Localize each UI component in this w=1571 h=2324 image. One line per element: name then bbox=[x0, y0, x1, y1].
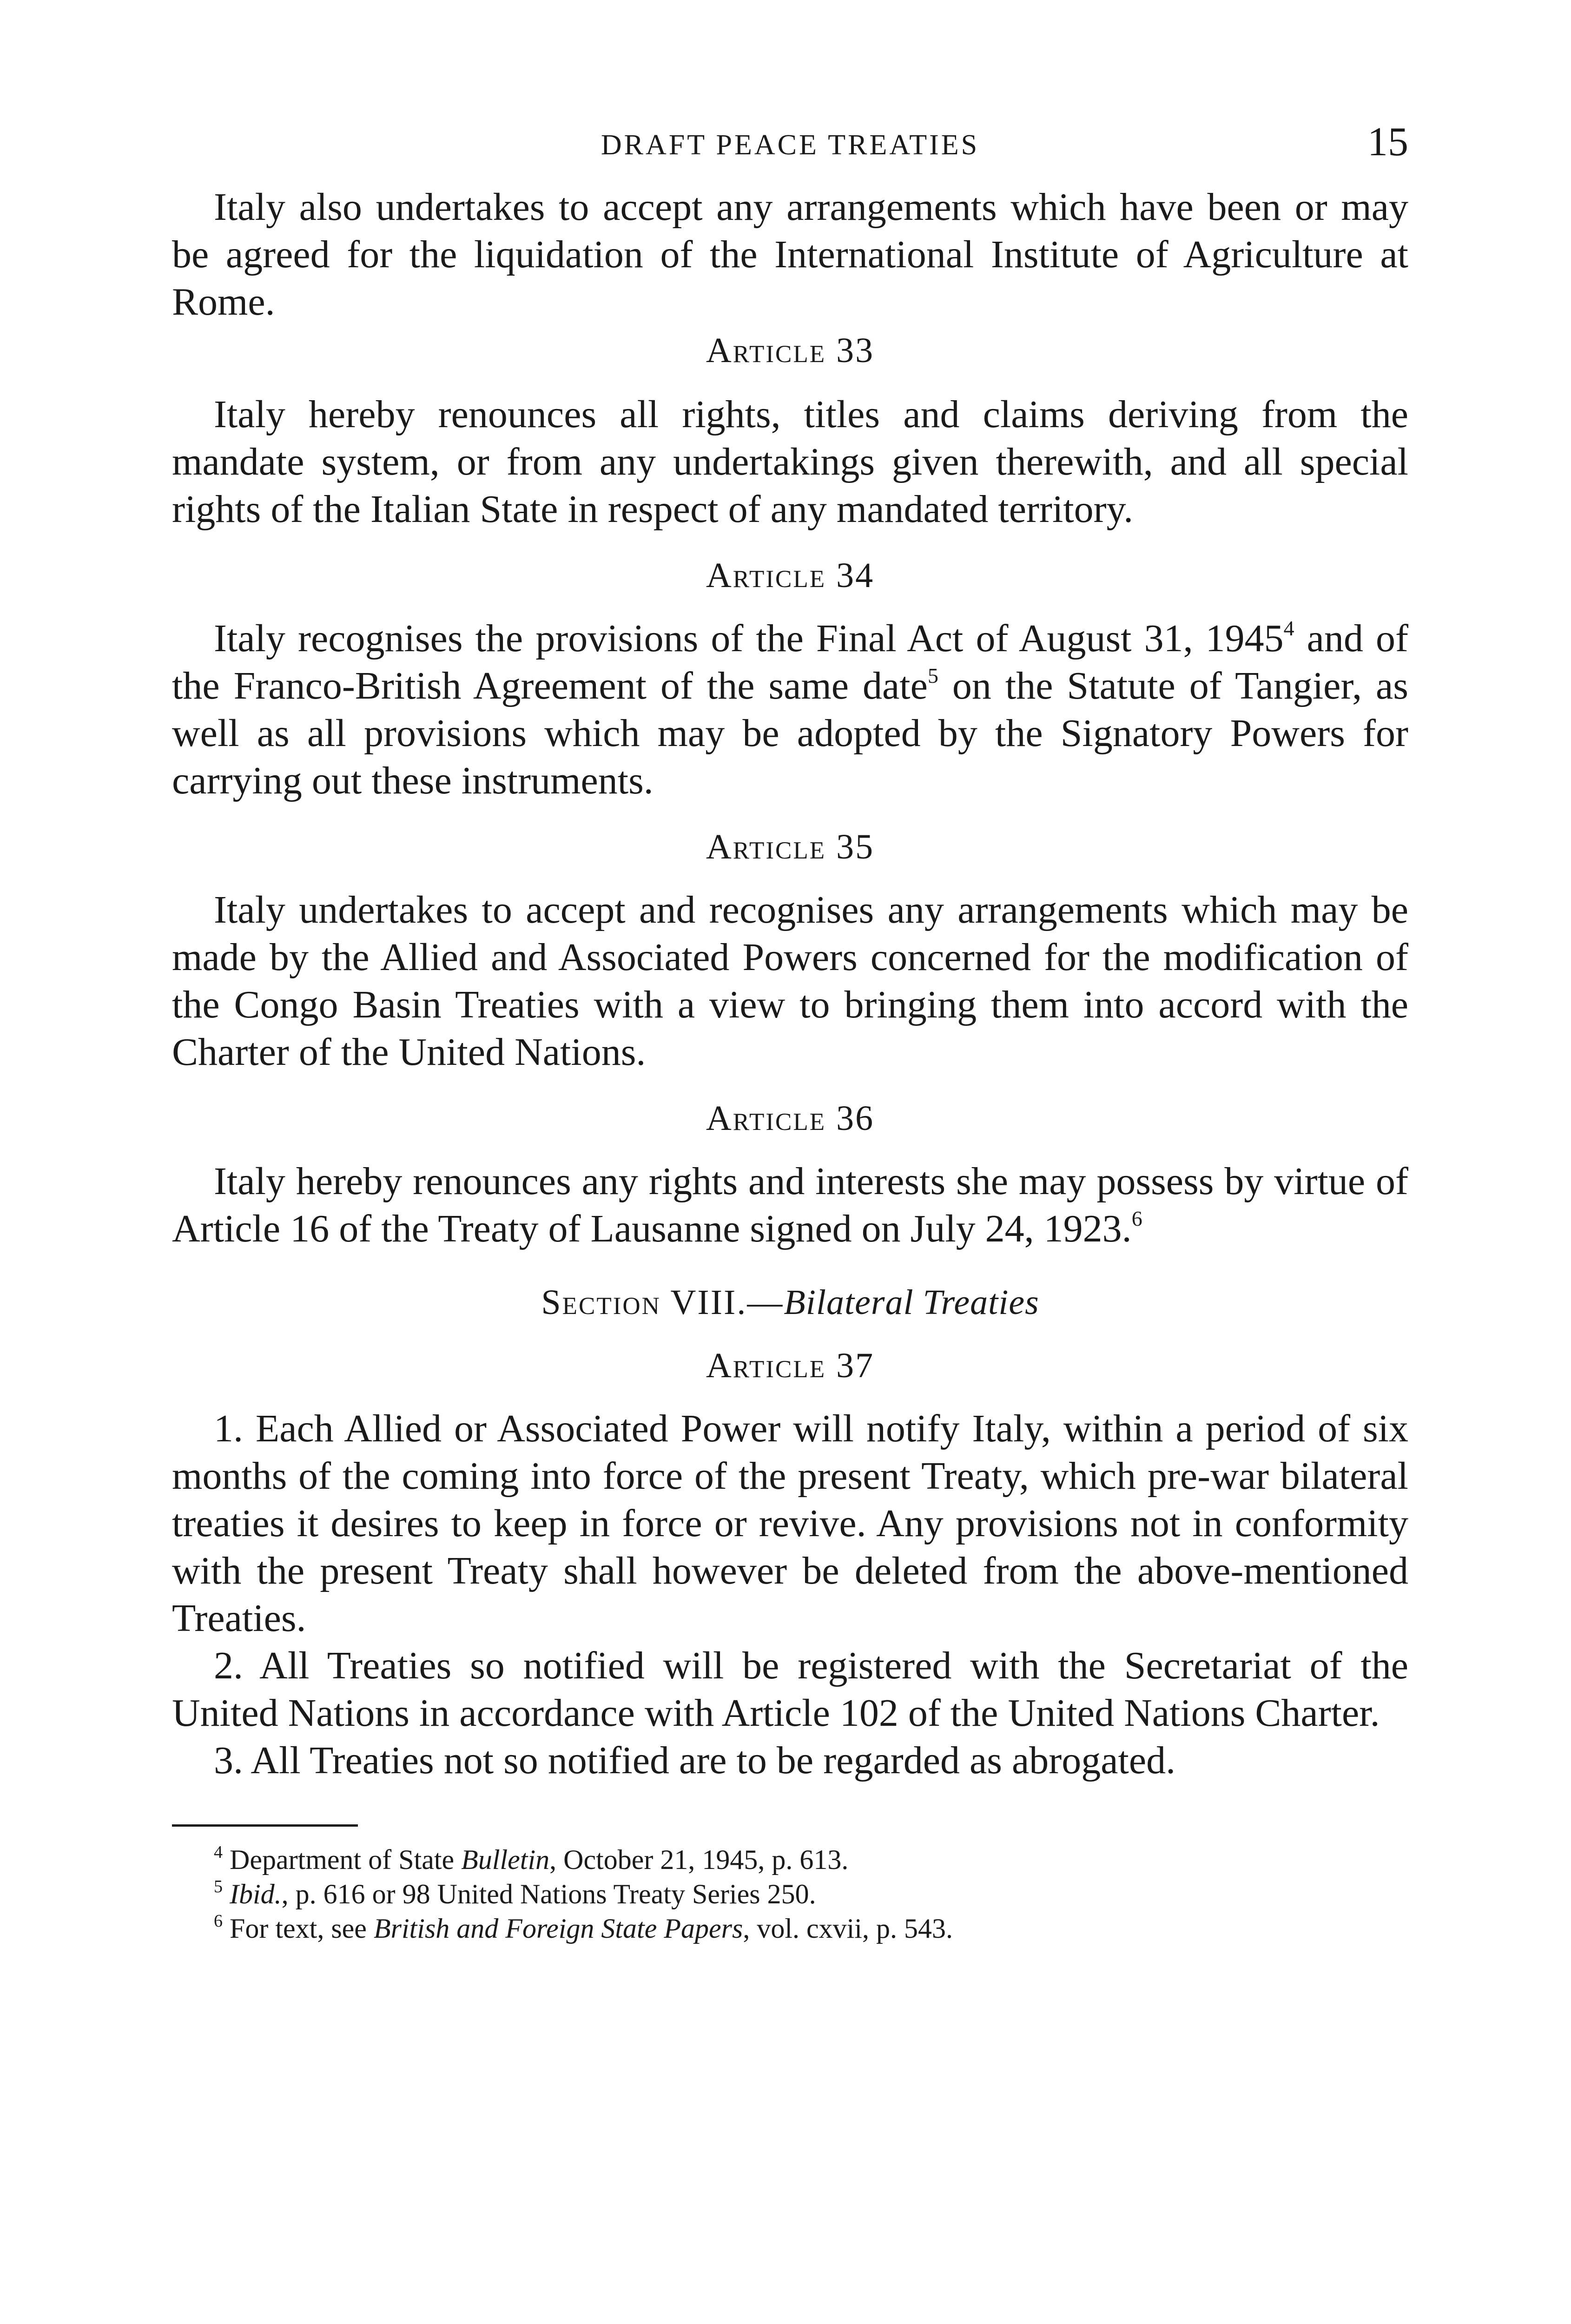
footnote-6-post: , vol. cxvii, p. 543. bbox=[743, 1913, 953, 1944]
footnote-4-post: , October 21, 1945, p. 613. bbox=[549, 1844, 849, 1875]
intro-paragraph: Italy also undertakes to accept any arrangements which have been or may be agreed for the liquidation of the International Institute of Agriculture at Rome. bbox=[172, 185, 1408, 324]
section-label: Section VIII. bbox=[541, 1283, 747, 1322]
article-36-text bbox=[172, 1158, 1408, 1253]
article-37-paragraph-1: 1. Each Allied or Associated Power will notify Italy, within a period of six months of the coming into force of the present Treaty, which pre-war bilateral treaties it desires to keep in force or revive. Any provisions not in conformity with the present Treaty shall however be deleted from the above-mentioned Treaties. bbox=[172, 1407, 1408, 1640]
footnote-6-number: 6 bbox=[214, 1911, 223, 1931]
footnote-ref-6: 6 bbox=[1131, 1207, 1142, 1230]
footnote-6 bbox=[172, 1911, 1408, 1946]
article-33-text: Italy hereby renounces all rights, titles and claims deriving from the mandate system, or from any undertakings given therewith, and all special rights of the Italian State in respect of any mandated territory. bbox=[172, 393, 1408, 531]
footnote-4-emph: Bulletin bbox=[461, 1844, 550, 1875]
article-34-text-part-a: Italy recognises the provisions of the Final Act of August 31, 1945 bbox=[214, 617, 1284, 660]
footnote-6-emph: British and Foreign State Papers bbox=[373, 1913, 743, 1944]
footnote-5-pre bbox=[223, 1879, 230, 1909]
running-header bbox=[172, 119, 1408, 184]
section-title: Bilateral Treaties bbox=[784, 1283, 1039, 1322]
article-34-text-part-c: on the Statute of Tangier, as well as all provisions which may be adopted by the Signatory Powers for carrying out these instruments. bbox=[172, 664, 1409, 802]
article-35-text: Italy undertakes to accept and recognises any arrangements which may be made by the Allied and Associated Powers concerned for the modification of the Congo Basin Treaties with a view to bringing them into accord with the Charter of the United Nations. bbox=[172, 888, 1408, 1074]
footnote-6-pre: For text, see bbox=[223, 1913, 374, 1944]
footnote-4-pre: Department of State bbox=[223, 1844, 462, 1875]
footnote-ref-4: 4 bbox=[1283, 616, 1294, 640]
article-37-paragraph-3: 3. All Treaties not so notified are to be regarded as abrogated. bbox=[214, 1739, 1176, 1782]
footnote-4-number: 4 bbox=[214, 1842, 223, 1862]
section-dash: — bbox=[747, 1283, 784, 1322]
article-36-text-body: Italy hereby renounces any rights and interests she may possess by virtue of Article 16 of the Treaty of Lausanne signed on July 24, 1923. bbox=[172, 1160, 1408, 1250]
footnote-ref-5: 5 bbox=[927, 664, 938, 687]
footnote-4 bbox=[172, 1842, 1408, 1877]
article-35-heading: Article 35 bbox=[706, 827, 875, 866]
footnote-5 bbox=[172, 1877, 1408, 1911]
section-heading bbox=[172, 1279, 1408, 1326]
article-34-text bbox=[172, 615, 1408, 805]
article-34-heading: Article 34 bbox=[706, 556, 875, 595]
article-34-text-part-b: and of the Franco-British Agreement of the same date bbox=[172, 617, 1408, 707]
footnote-divider bbox=[172, 1824, 358, 1827]
article-37-heading: Article 37 bbox=[706, 1346, 875, 1385]
running-title: DRAFT PEACE TREATIES bbox=[601, 129, 980, 161]
document-page bbox=[172, 119, 1408, 1946]
article-33-heading: Article 33 bbox=[706, 331, 875, 370]
article-36-heading: Article 36 bbox=[706, 1099, 875, 1138]
page-number: 15 bbox=[1367, 119, 1408, 165]
article-37-paragraph-2: 2. All Treaties so notified will be registered with the Secretariat of the United Nations in accordance with Article 102 of the United Nations Charter. bbox=[172, 1644, 1408, 1735]
footnote-5-emph: Ibid. bbox=[230, 1879, 282, 1909]
footnote-5-post: , p. 616 or 98 United Nations Treaty Series 250. bbox=[281, 1879, 816, 1909]
footnote-5-number: 5 bbox=[214, 1877, 223, 1896]
